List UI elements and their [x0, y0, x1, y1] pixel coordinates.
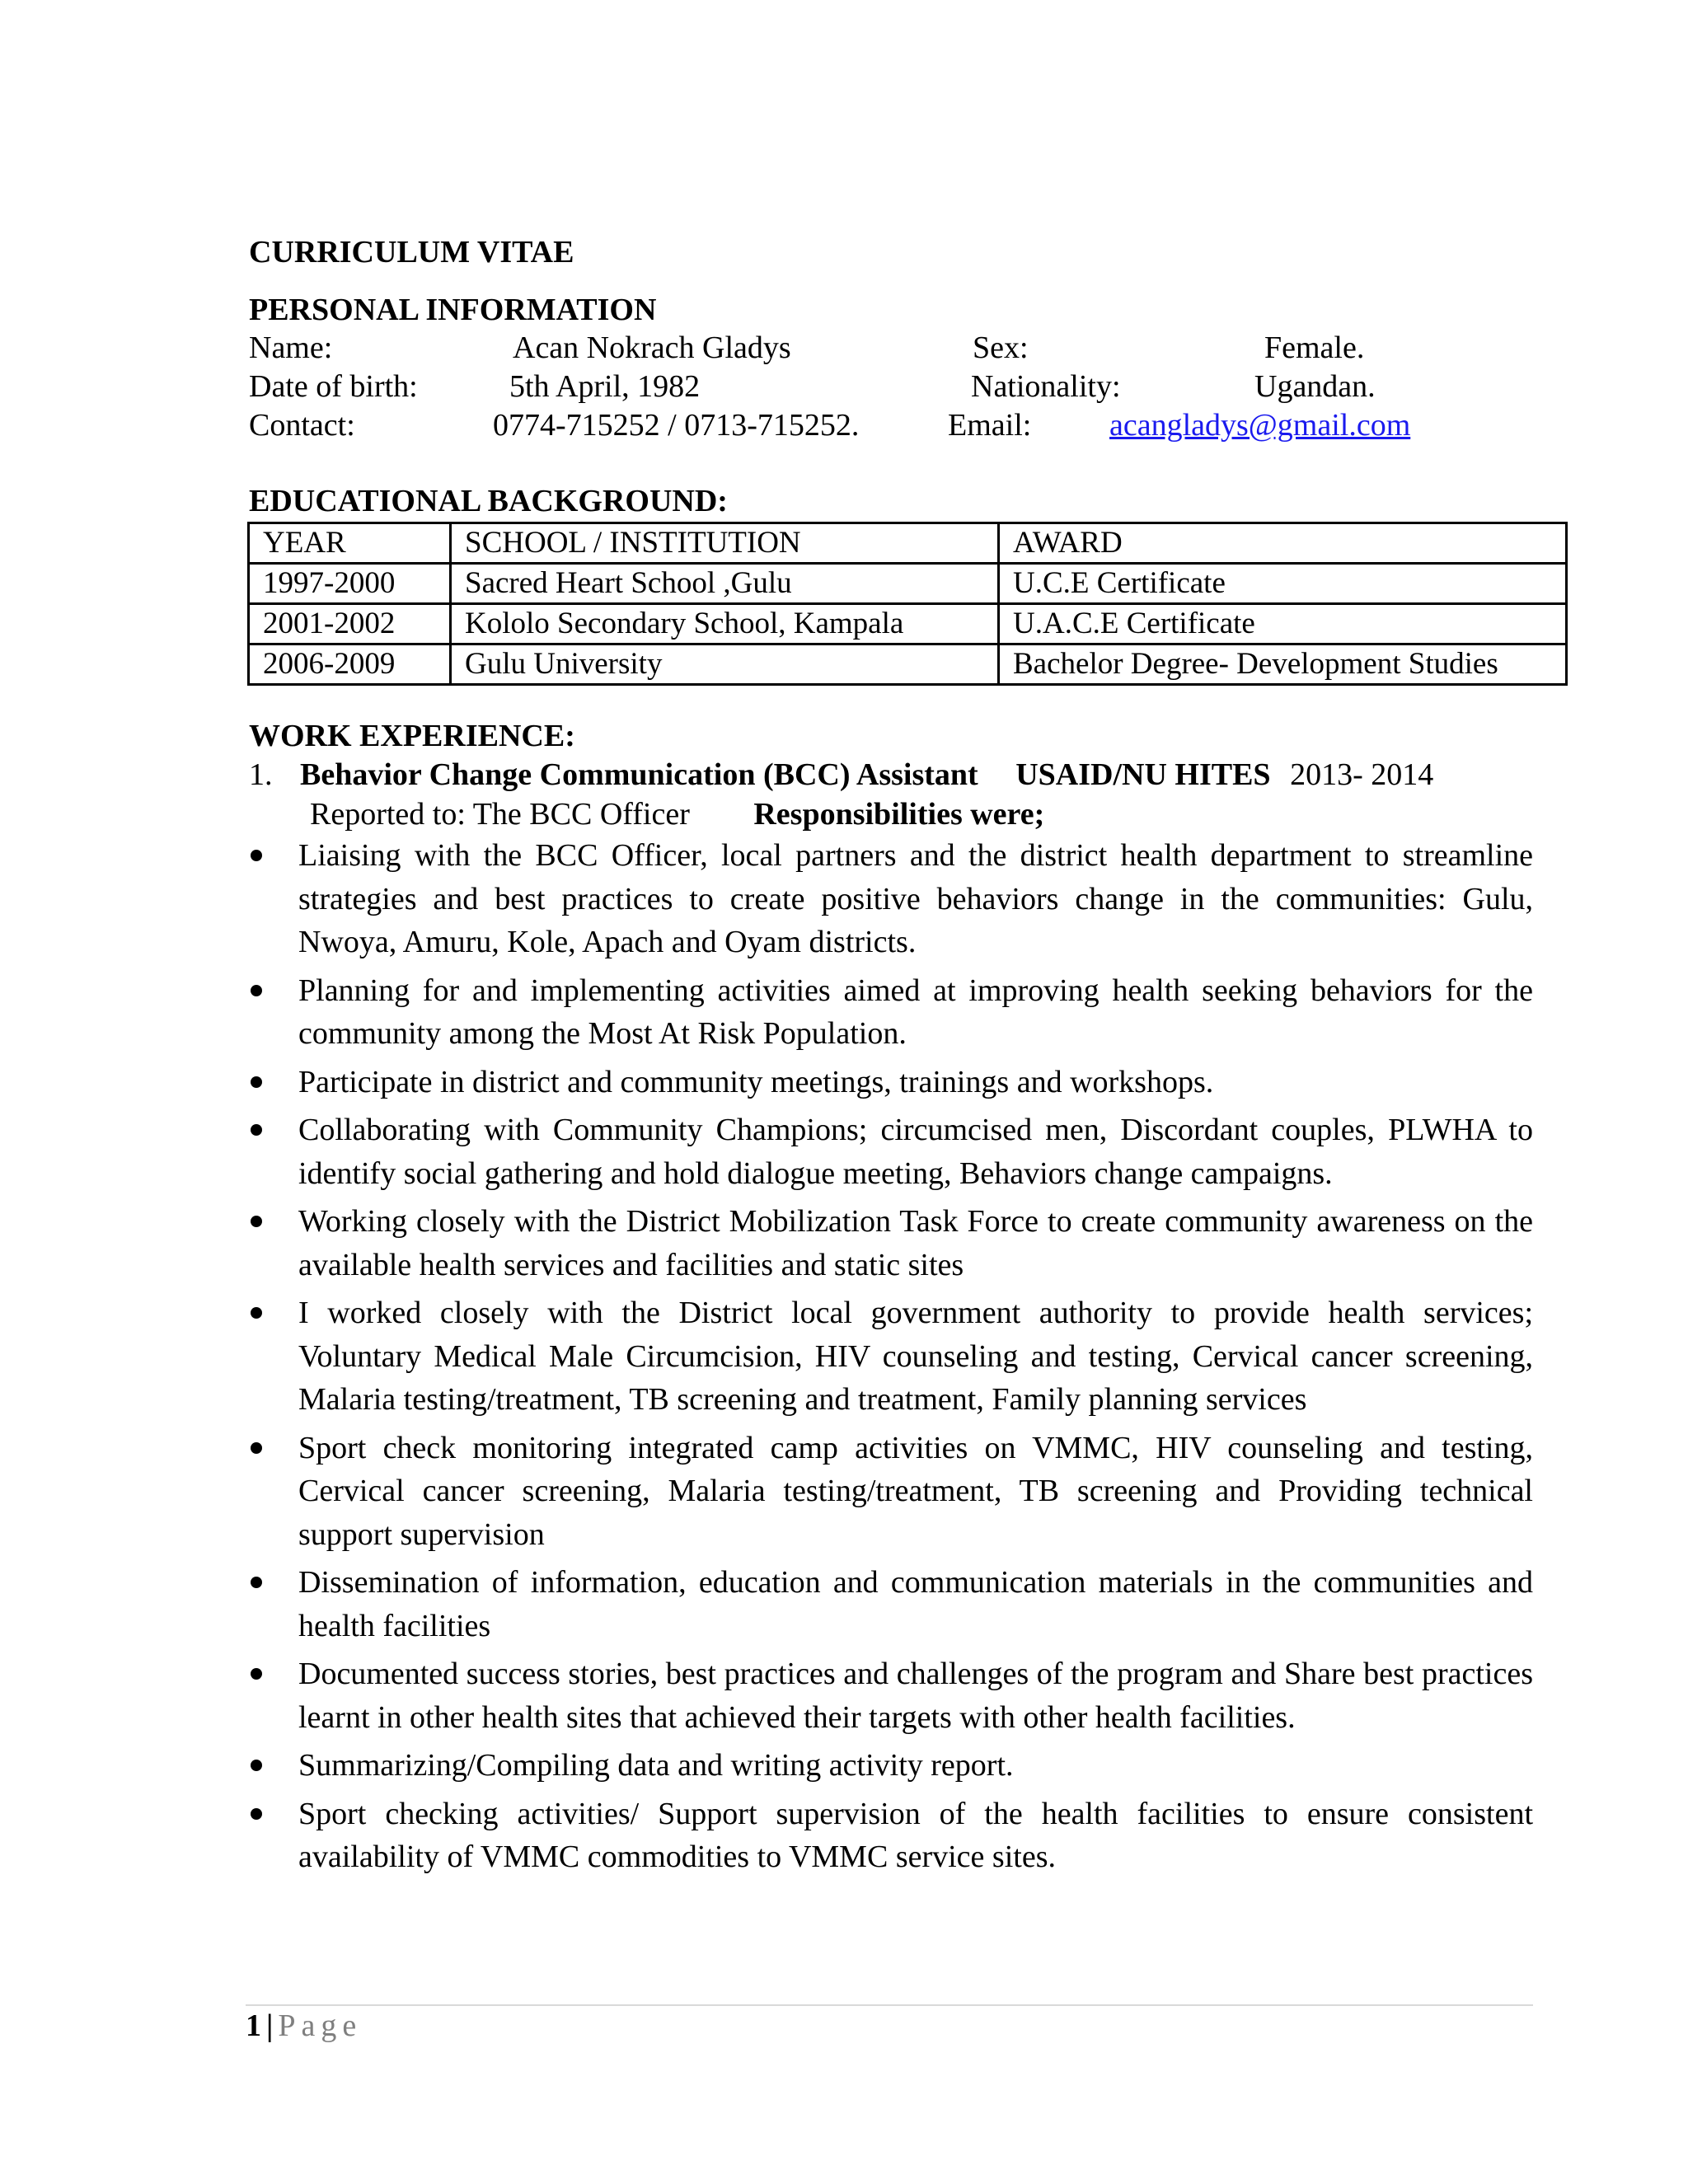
footer-divider [246, 2004, 1533, 2006]
bullet-icon [251, 985, 262, 996]
list-item-text: Sport check monitoring integrated camp activities on VMMC, HIV counseling and testing, Cervical cancer screening, Malaria testing/treatment, TB screening and Providing technical support supervision [298, 1430, 1533, 1552]
bullet-icon [251, 1124, 262, 1136]
list-item-text: Participate in district and community meetings, trainings and workshops. [298, 1064, 1214, 1099]
table-row [249, 644, 1567, 685]
job-title: Behavior Change Communication (BCC) Assistant [300, 757, 978, 792]
reported-to: Reported to: The BCC Officer [310, 797, 690, 832]
table-cell-school: Gulu University [451, 644, 999, 685]
nationality-label: Nationality: [971, 369, 1121, 404]
job-years: 2013- 2014 [1290, 757, 1434, 792]
bullet-icon [251, 1577, 262, 1588]
table-row [249, 564, 1567, 604]
list-item-text: Planning for and implementing activities aimed at improving health seeking behaviors for the community among the Most At Risk Population. [298, 972, 1533, 1051]
bullet-icon [251, 1760, 262, 1771]
list-item-text: Sport checking activities/ Support supervision of the health facilities to ensure consistent availability of VMMC commodities to VMMC service sites. [298, 1796, 1533, 1874]
job-number: 1. [249, 757, 273, 792]
page-number: 1 [246, 2008, 261, 2043]
list-item-text: Collaborating with Community Champions; circumcised men, Discordant couples, PLWHA to identify social gathering and hold dialogue meeting, Behaviors change campaigns. [298, 1113, 1533, 1191]
table-cell-year: 2001-2002 [249, 604, 451, 644]
column-header-award: AWARD [999, 523, 1567, 564]
list-item [247, 1108, 1533, 1195]
list-item [247, 1427, 1533, 1557]
sex-label: Sex: [973, 330, 1029, 365]
bullet-icon [251, 850, 262, 861]
list-item [247, 1652, 1533, 1739]
table-cell-year: 2006-2009 [249, 644, 451, 685]
document-title: CURRICULUM VITAE [249, 235, 574, 269]
list-item-text: Summarizing/Compiling data and writing activity report. [298, 1748, 1014, 1783]
personal-info-heading: PERSONAL INFORMATION [249, 293, 657, 327]
bullet-icon [251, 1808, 262, 1820]
name-label: Name: [249, 330, 333, 365]
responsibilities-list [247, 834, 1533, 1884]
list-item-text: Working closely with the District Mobilization Task Force to create community awareness on the available health services and facilities and static sites [298, 1204, 1533, 1282]
email-link[interactable]: acangladys@gmail.com [1109, 408, 1411, 443]
bullet-icon [251, 1442, 262, 1454]
dob-value: 5th April, 1982 [509, 369, 701, 404]
list-item [247, 834, 1533, 964]
list-item [247, 969, 1533, 1056]
education-heading: EDUCATIONAL BACKGROUND: [249, 484, 728, 518]
list-item [247, 1200, 1533, 1286]
education-table [247, 522, 1568, 686]
list-item-text: Dissemination of information, education and communication materials in the communities and health facilities [298, 1565, 1533, 1643]
column-header-school: SCHOOL / INSTITUTION [451, 523, 999, 564]
responsibilities-label: Responsibilities were; [753, 797, 1045, 832]
table-cell-school: Kololo Secondary School, Kampala [451, 604, 999, 644]
bullet-icon [251, 1307, 262, 1319]
name-value: Acan Nokrach Gladys [513, 330, 791, 365]
reporting-line [310, 796, 1044, 832]
column-header-year: YEAR [249, 523, 451, 564]
list-item-text: I worked closely with the District local government authority to provide health services; Voluntary Medical Male Circumcision, HIV counseling and testing, Cervical cancer screening, Malaria testing/treatment, TB screening and treatment, Family planning services [298, 1296, 1533, 1417]
table-cell-award: Bachelor Degree- Development Studies [999, 644, 1567, 685]
contact-value: 0774-715252 / 0713-715252. [493, 408, 860, 443]
list-item-text: Documented success stories, best practices and challenges of the program and Share best practices learnt in other health sites that achieved their targets with other health facilities. [298, 1657, 1533, 1735]
list-item-text: Liaising with the BCC Officer, local partners and the district health department to streamline strategies and best practices to create positive behaviors change in the communities: Gulu, Nwoya, Amuru, Kole, Apach and Oyam districts. [298, 838, 1533, 959]
bullet-icon [251, 1076, 262, 1088]
sex-value: Female. [1264, 330, 1365, 365]
table-cell-award: U.C.E Certificate [999, 564, 1567, 604]
list-item [247, 1061, 1533, 1104]
job-heading [300, 757, 1433, 793]
table-cell-award: U.A.C.E Certificate [999, 604, 1567, 644]
table-row [249, 604, 1567, 644]
footer-separator: | [266, 2008, 274, 2043]
table-cell-year: 1997-2000 [249, 564, 451, 604]
email-label: Email: [948, 408, 1032, 443]
list-item [247, 1561, 1533, 1647]
list-item [247, 1744, 1533, 1788]
bullet-icon [251, 1668, 262, 1680]
job-organization: USAID/NU HITES [1015, 757, 1271, 792]
work-experience-heading: WORK EXPERIENCE: [249, 719, 575, 753]
list-item [247, 1793, 1533, 1879]
personal-row-name [249, 330, 1535, 368]
page-label: Page [278, 2008, 363, 2043]
bullet-icon [251, 1216, 262, 1227]
dob-label: Date of birth: [249, 369, 418, 404]
personal-row-contact [249, 407, 1535, 445]
table-cell-school: Sacred Heart School ,Gulu [451, 564, 999, 604]
page-footer [246, 2008, 362, 2044]
contact-label: Contact: [249, 408, 355, 443]
nationality-value: Ugandan. [1254, 369, 1376, 404]
list-item [247, 1291, 1533, 1422]
personal-row-dob [249, 368, 1535, 406]
table-header-row [249, 523, 1567, 564]
